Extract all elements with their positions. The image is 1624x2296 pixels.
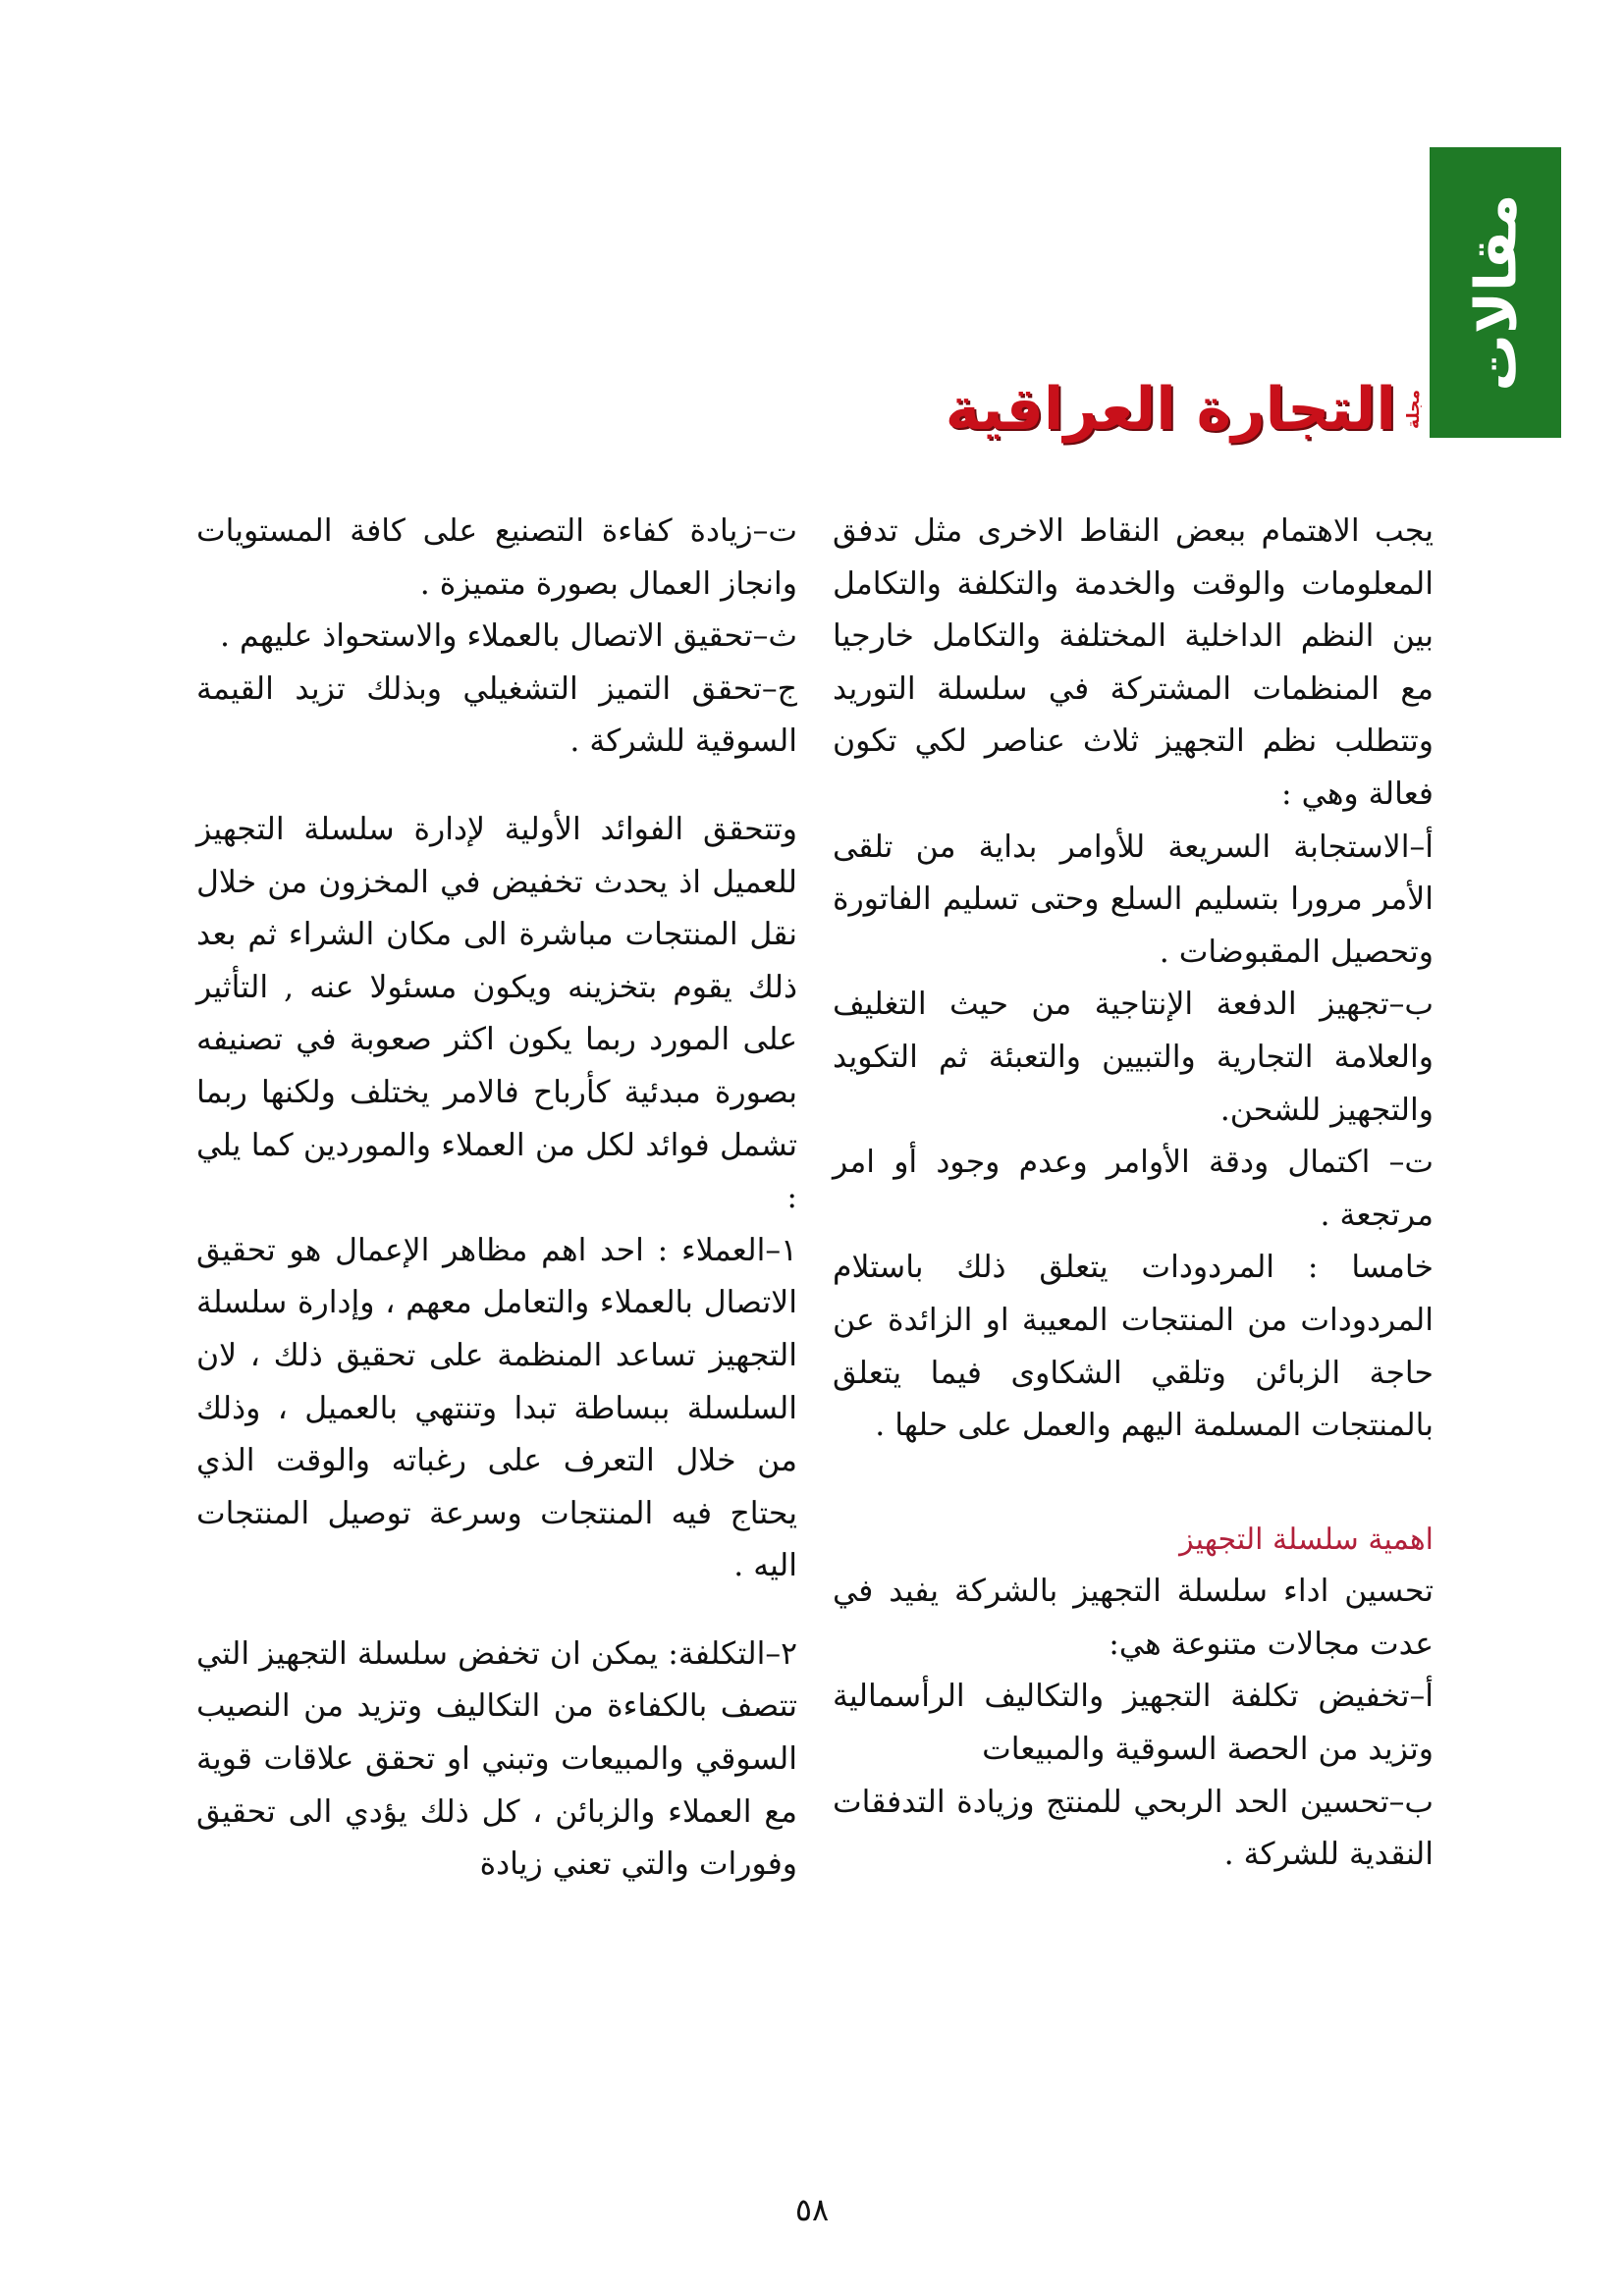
section-tab-text: مقالات [1462, 193, 1529, 392]
list-item-t: ت– اكتمال ودقة الأوامر وعدم وجود أو امر مرتجعة . [833, 1145, 1434, 1233]
list-item-b: ب–تجهيز الدفعة الإنتاجية من حيث التغليف والعلامة التجارية والتبيين والتعبئة ثم التكويد والتجهيز للشحن. [833, 987, 1434, 1128]
intro-paragraph: يجب الاهتمام ببعض النقاط الاخرى مثل تدفق المعلومات والوقت والخدمة والتكلفة والتكامل بين النظم الداخلية المختلفة والتكامل خارجيا مع المنظمات المشتركة في سلسلة التوريد وتتطلب نظم التجهيز ثلاث عناصر لكي تكون فعالة وهي : [833, 513, 1434, 812]
benefits-paragraph: وتتحقق الفوائد الأولية لإدارة سلسلة التجهيز للعميل اذ يحدث تخفيض في المخزون من خلال نقل المنتجات مباشرة الى مكان الشراء ثم بعد ذلك يقوم بتخزينه ويكون مسئولا عنه , التأثير على المورد ربما يكون اكثر صعوبة في تصنيفه بصورة مبدئية كأرباح فالامر يختلف ولكنها ربما تشمل فوائد لكل من العملاء والموردين كما يلي : [196, 811, 797, 1216]
magazine-logo [945, 365, 1424, 454]
section-heading: اهمية سلسلة التجهيز [1179, 1522, 1434, 1557]
magazine-label: مجلة [1404, 389, 1424, 430]
importance-intro: تحسين اداء سلسلة التجهيز بالشركة يفيد في عدت مجالات متنوعة هي: [833, 1574, 1434, 1662]
importance-item-j: ج–تحقق التميز التشغيلي وبذلك تزيد القيمة السوقية للشركة . [196, 670, 797, 760]
cost-paragraph: ٢–التكلفة: يمكن ان تخفض سلسلة التجهيز التي تتصف بالكفاءة من التكاليف وتزيد من النصيب السوقي والمبيعات وتبني او تحقق علاقات قوية مع العملاء والزبائن ، كل ذلك يؤدي الى تحقيق وفورات والتي تعني زيادة [196, 1635, 797, 1883]
paragraph-gap [196, 1593, 797, 1629]
left-column [196, 506, 797, 1892]
section-tab [1430, 147, 1561, 438]
returns-paragraph: خامسا : المردودات يتعلق ذلك باستلام المردودات من المنتجات المعيبة او الزائدة عن حاجة الزبائن وتلقي الشكاوى فيما يتعلق بالمنتجات المسلمة اليهم والعمل على حلها . [833, 1250, 1434, 1444]
importance-item-a: أ–تخفيض تكلفة التجهيز والتكاليف الرأسمالية وتزيد من الحصة السوقية والمبيعات [833, 1679, 1434, 1768]
customers-paragraph: ١–العملاء : احد اهم مظاهر الإعمال هو تحقيق الاتصال بالعملاء والتعامل معهم ، وإدارة سلسلة التجهيز تساعد المنظمة على تحقيق ذلك ، لان السلسلة ببساطة تبدا وتنتهي بالعميل ، وذلك من خلال التعرف على رغباته والوقت الذي يحتاج فيه المنتجات وسرعة توصيل المنتجات اليه . [196, 1232, 797, 1584]
importance-item-t: ت–زيادة كفاءة التصنيع على كافة المستويات وانجاز العمال بصورة متميزة . [196, 513, 797, 602]
importance-item-b: ب–تحسين الحد الربحي للمنتج وزيادة التدفقات النقدية للشركة . [833, 1784, 1434, 1873]
magazine-name: التجارة العراقية [945, 375, 1396, 444]
page-number: ٥٨ [794, 2191, 830, 2228]
section-tab-label [1430, 147, 1561, 438]
paragraph-gap [196, 769, 797, 804]
importance-item-th: ث–تحقيق الاتصال بالعملاء والاستحواذ عليهم . [220, 618, 797, 655]
right-column [833, 506, 1434, 1882]
list-item-a: أ–الاستجابة السريعة للأوامر بداية من تلقى الأمر مرورا بتسليم السلع وحتى تسليم الفاتورة وتحصيل المقبوضات . [833, 828, 1434, 970]
